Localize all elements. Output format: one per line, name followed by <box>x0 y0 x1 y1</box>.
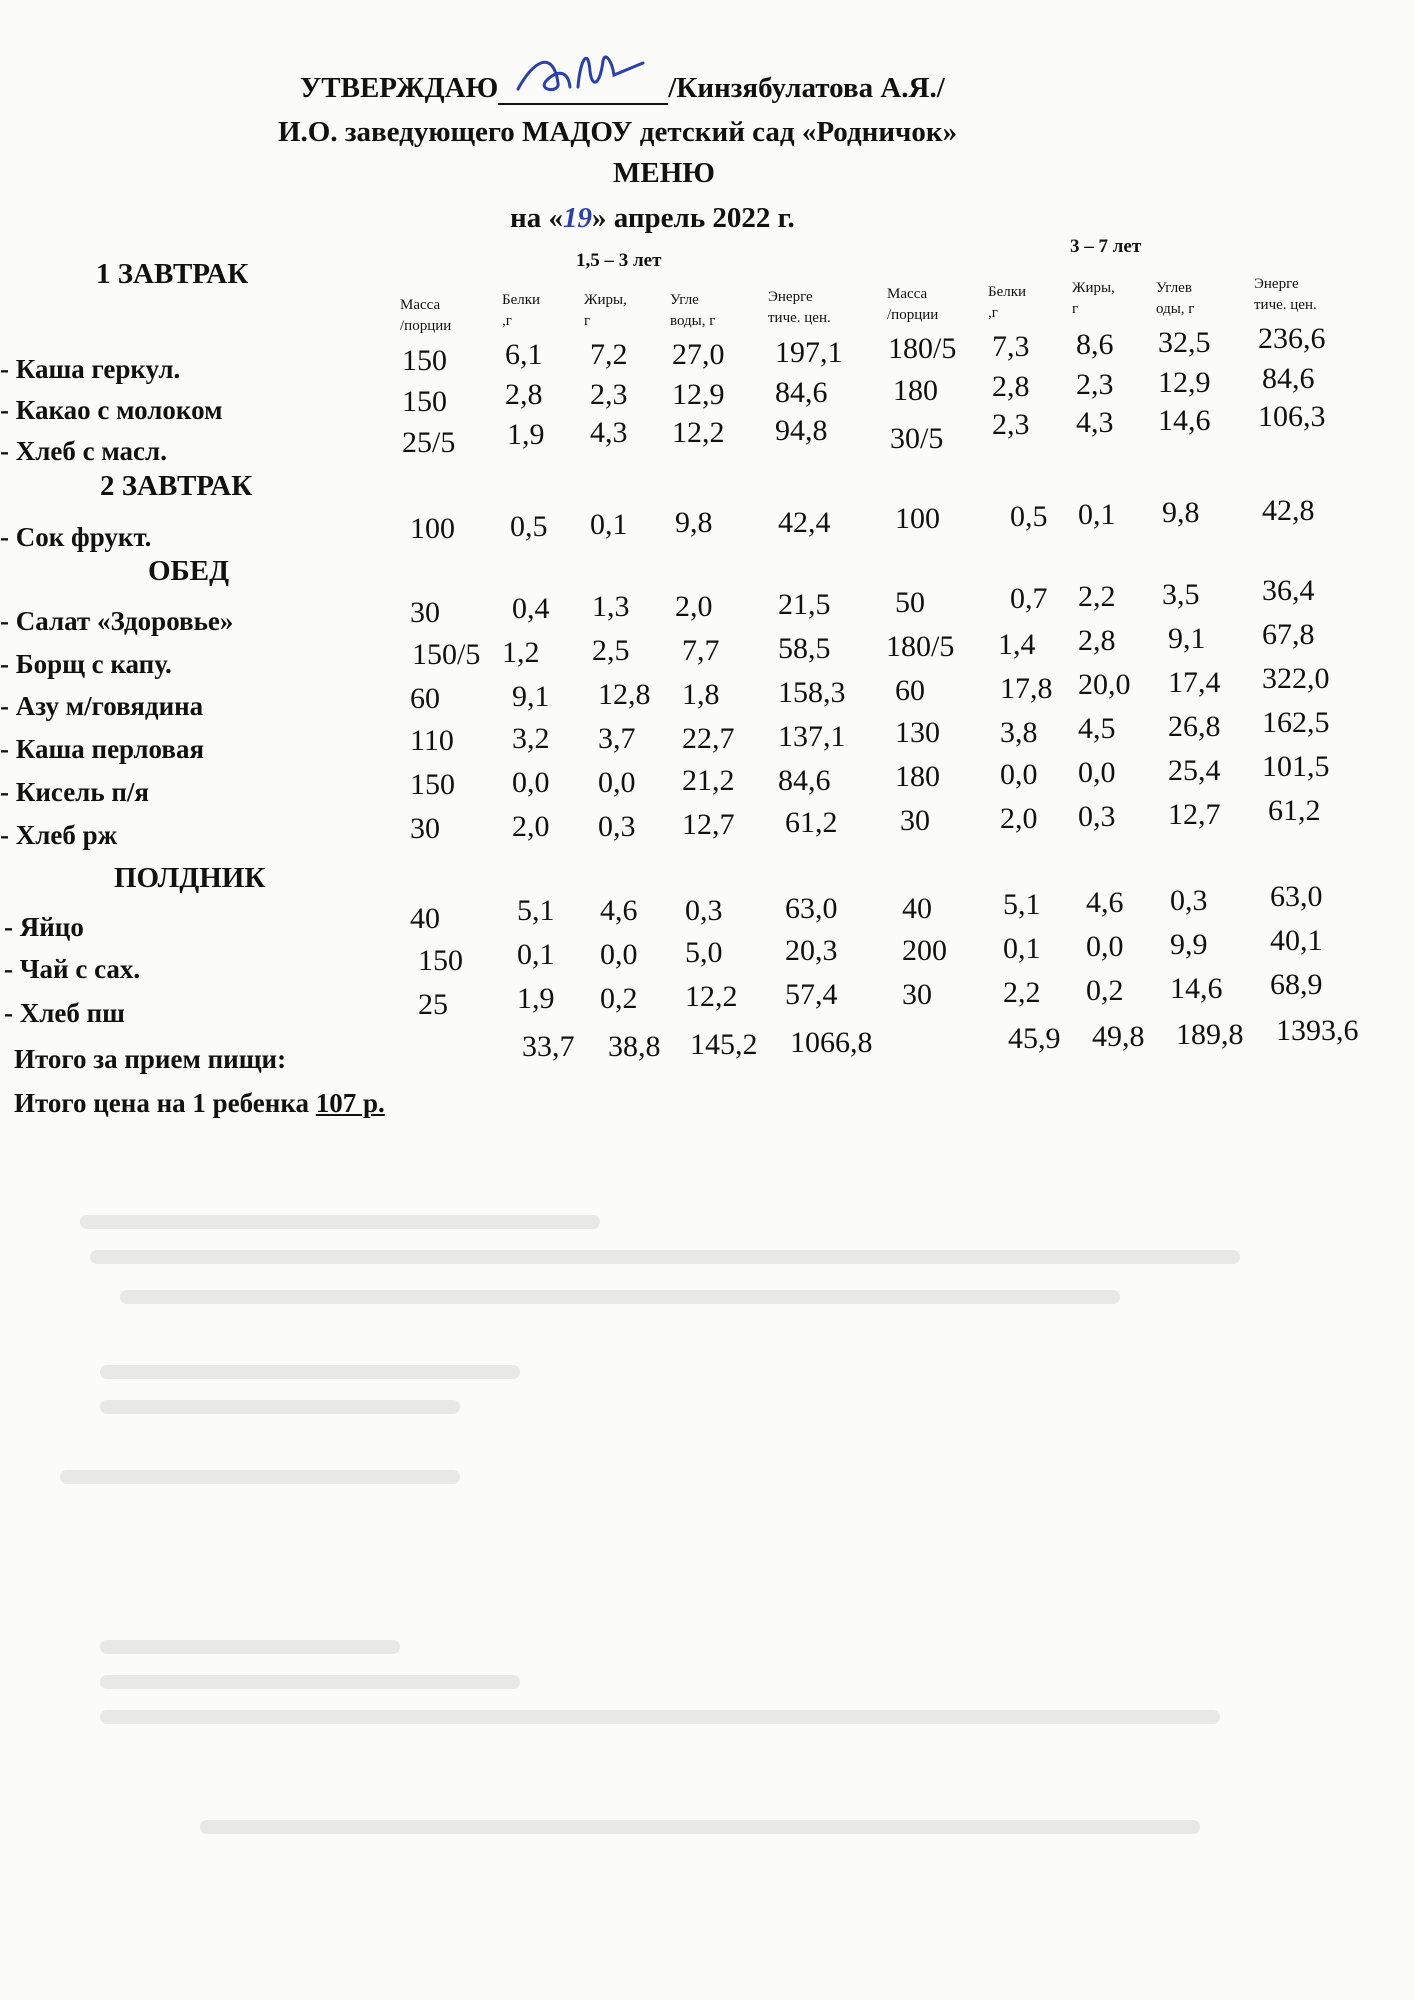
item-name: - Салат «Здоровье» <box>0 606 234 636</box>
signature-line <box>498 73 668 105</box>
cell-old-carb: 17,4 <box>1168 666 1221 699</box>
cell-young-mass: 150/5 <box>412 638 481 671</box>
item-name: - Сок фрукт. <box>0 522 152 552</box>
age-group-old: 3 – 7 лет <box>1070 236 1142 257</box>
cell-old-protein: 17,8 <box>1000 672 1053 705</box>
cell-young-protein: 0,1 <box>517 938 555 971</box>
item-name: - Каша геркул. <box>0 354 181 384</box>
cell-old-protein: 2,8 <box>992 370 1030 403</box>
cell-old-mass: 100 <box>895 502 940 535</box>
cell-old-protein: 2,0 <box>1000 802 1038 835</box>
item-name: - Каша перловая <box>0 734 205 764</box>
cell-young-mass: 110 <box>410 724 454 757</box>
cell-young-energy: 57,4 <box>785 978 838 1011</box>
cell-old-fat: 2,2 <box>1078 580 1116 613</box>
item-name: - Хлеб рж <box>0 820 118 850</box>
col-header-young-energy: Энерге тиче. цен. <box>768 289 831 326</box>
total-old-protein: 45,9 <box>1008 1022 1061 1055</box>
item-name: - Яйцо <box>4 912 84 942</box>
cell-old-carb: 9,9 <box>1170 928 1208 961</box>
cell-old-protein: 1,4 <box>998 628 1036 661</box>
cell-old-protein: 3,8 <box>1000 716 1038 749</box>
cell-young-mass: 40 <box>410 902 440 935</box>
cell-old-mass: 60 <box>895 674 925 707</box>
cell-old-energy: 236,6 <box>1258 322 1326 355</box>
cell-old-fat: 2,8 <box>1078 624 1116 657</box>
col-header-old-fat: Жиры, г <box>1072 280 1115 317</box>
cell-young-fat: 0,2 <box>600 982 638 1015</box>
cell-young-energy: 137,1 <box>778 720 846 753</box>
cell-young-carb: 5,0 <box>685 936 723 969</box>
cell-young-protein: 5,1 <box>517 894 555 927</box>
cell-young-fat: 0,0 <box>598 766 636 799</box>
cell-young-protein: 1,2 <box>502 636 540 669</box>
cell-young-carb: 21,2 <box>682 764 735 797</box>
cell-young-fat: 2,3 <box>590 378 628 411</box>
cell-young-carb: 2,0 <box>675 590 713 623</box>
cell-old-mass: 30/5 <box>890 422 944 455</box>
cell-old-carb: 14,6 <box>1170 972 1223 1005</box>
cell-old-energy: 67,8 <box>1262 618 1315 651</box>
cell-young-carb: 12,2 <box>685 980 738 1013</box>
cell-young-protein: 6,1 <box>505 338 543 371</box>
col-header-old-mass: Масса /порции <box>887 286 939 323</box>
total-old-energy: 1393,6 <box>1276 1014 1359 1047</box>
cell-old-protein: 0,5 <box>1010 500 1048 533</box>
cell-young-fat: 0,1 <box>590 508 628 541</box>
cell-old-mass: 180 <box>893 374 938 407</box>
cell-old-energy: 106,3 <box>1258 400 1326 433</box>
cell-young-protein: 0,4 <box>512 592 550 625</box>
cell-old-carb: 9,8 <box>1162 496 1200 529</box>
cell-young-carb: 9,8 <box>675 506 713 539</box>
cell-young-mass: 100 <box>410 512 455 545</box>
cell-old-energy: 61,2 <box>1268 794 1321 827</box>
cell-young-protein: 2,0 <box>512 810 550 843</box>
cell-young-energy: 20,3 <box>785 934 838 967</box>
cell-old-carb: 12,7 <box>1168 798 1221 831</box>
cell-old-carb: 26,8 <box>1168 710 1221 743</box>
cell-young-mass: 60 <box>410 682 440 715</box>
item-name: - Борщ с капу. <box>0 649 172 679</box>
cell-old-fat: 4,6 <box>1086 886 1124 919</box>
cell-young-energy: 58,5 <box>778 632 831 665</box>
cell-old-mass: 180/5 <box>888 332 957 365</box>
cell-young-fat: 2,5 <box>592 634 630 667</box>
cell-old-mass: 180 <box>895 760 940 793</box>
cell-old-carb: 12,9 <box>1158 366 1211 399</box>
cell-young-carb: 1,8 <box>682 678 720 711</box>
cell-old-energy: 84,6 <box>1262 362 1315 395</box>
cell-young-fat: 4,3 <box>590 416 628 449</box>
cell-young-mass: 25/5 <box>402 426 456 459</box>
item-name: - Хлеб пш <box>4 998 125 1028</box>
cell-old-fat: 8,6 <box>1076 328 1114 361</box>
totals-label: Итого за прием пищи: <box>14 1044 287 1074</box>
cell-old-carb: 14,6 <box>1158 404 1211 437</box>
cell-old-mass: 50 <box>895 586 925 619</box>
cell-young-protein: 9,1 <box>512 680 550 713</box>
doc-date <box>510 202 795 235</box>
cell-old-energy: 322,0 <box>1262 662 1330 695</box>
cell-young-fat: 3,7 <box>598 722 636 755</box>
cell-old-energy: 101,5 <box>1262 750 1330 783</box>
col-header-young-protein: Белки ,г <box>502 292 541 329</box>
item-name: - Чай с сах. <box>4 954 141 984</box>
cell-old-mass: 40 <box>902 892 932 925</box>
item-name: - Хлеб с масл. <box>0 436 167 466</box>
date-day: 19 <box>562 202 592 234</box>
cell-old-mass: 30 <box>900 804 930 837</box>
age-group-young: 1,5 – 3 лет <box>576 250 662 271</box>
cell-young-mass: 25 <box>418 988 448 1021</box>
item-name: - Азу м/говядина <box>0 691 204 721</box>
item-name: - Кисель п/я <box>0 777 150 807</box>
total-young-fat: 38,8 <box>608 1030 661 1063</box>
price-line <box>14 1088 385 1119</box>
cell-old-protein: 2,2 <box>1003 976 1041 1009</box>
price-value: 107 р. <box>315 1088 385 1118</box>
cell-old-mass: 130 <box>895 716 940 749</box>
col-header-young-carb: Угле воды, г <box>670 292 716 329</box>
col-header-old-carb: Углев оды, г <box>1156 280 1195 317</box>
price-label: Итого цена на 1 ребенка <box>14 1088 309 1118</box>
cell-young-fat: 0,3 <box>598 810 636 843</box>
cell-old-carb: 25,4 <box>1168 754 1221 787</box>
cell-young-energy: 84,6 <box>775 376 828 409</box>
cell-old-fat: 0,2 <box>1086 974 1124 1007</box>
col-header-old-protein: Белки ,г <box>988 284 1027 321</box>
cell-young-carb: 7,7 <box>682 634 720 667</box>
cell-old-mass: 30 <box>902 978 932 1011</box>
cell-young-mass: 150 <box>410 768 455 801</box>
total-young-carb: 145,2 <box>690 1028 758 1061</box>
cell-young-mass: 150 <box>402 385 447 418</box>
signature-icon <box>508 41 658 101</box>
cell-old-fat: 4,3 <box>1076 406 1114 439</box>
cell-young-carb: 12,7 <box>682 808 735 841</box>
cell-young-carb: 12,2 <box>672 416 725 449</box>
cell-young-carb: 12,9 <box>672 378 725 411</box>
section-title-snack: ПОЛДНИК <box>114 862 266 894</box>
cell-young-energy: 94,8 <box>775 414 828 447</box>
cell-young-energy: 21,5 <box>778 588 831 621</box>
section-title-lunch: ОБЕД <box>148 555 230 587</box>
total-young-energy: 1066,8 <box>790 1026 873 1059</box>
cell-young-fat: 4,6 <box>600 894 638 927</box>
approver-position: И.О. заведующего МАДОУ детский сад «Родничок» <box>278 116 958 148</box>
date-suffix: » апрель 2022 г. <box>591 202 795 234</box>
cell-old-carb: 0,3 <box>1170 884 1208 917</box>
cell-young-carb: 27,0 <box>672 338 725 371</box>
cell-young-protein: 0,0 <box>512 766 550 799</box>
cell-young-protein: 2,8 <box>505 378 543 411</box>
cell-old-carb: 32,5 <box>1158 326 1211 359</box>
cell-old-energy: 42,8 <box>1262 494 1315 527</box>
cell-old-energy: 40,1 <box>1270 924 1323 957</box>
approve-word: УТВЕРЖДАЮ <box>300 72 499 104</box>
total-old-fat: 49,8 <box>1092 1020 1145 1053</box>
col-header-young-mass: Масса /порции <box>400 297 452 334</box>
total-old-carb: 189,8 <box>1176 1018 1244 1051</box>
cell-young-protein: 3,2 <box>512 722 550 755</box>
cell-old-fat: 0,1 <box>1078 498 1116 531</box>
cell-young-energy: 84,6 <box>778 764 831 797</box>
cell-old-protein: 2,3 <box>992 408 1030 441</box>
cell-young-fat: 1,3 <box>592 590 630 623</box>
cell-old-fat: 2,3 <box>1076 368 1114 401</box>
cell-young-mass: 30 <box>410 812 440 845</box>
cell-old-mass: 180/5 <box>886 630 955 663</box>
cell-old-energy: 162,5 <box>1262 706 1330 739</box>
col-header-old-energy: Энерге тиче. цен. <box>1254 276 1317 313</box>
section-title-breakfast1: 1 ЗАВТРАК <box>96 258 249 290</box>
date-prefix: на « <box>510 202 563 234</box>
cell-young-mass: 30 <box>410 596 440 629</box>
cell-young-mass: 150 <box>402 344 447 377</box>
cell-young-fat: 0,0 <box>600 938 638 971</box>
cell-old-fat: 0,0 <box>1086 930 1124 963</box>
doc-title: МЕНЮ <box>613 157 715 189</box>
cell-old-energy: 68,9 <box>1270 968 1323 1001</box>
cell-old-protein: 0,1 <box>1003 932 1041 965</box>
cell-young-energy: 158,3 <box>778 676 846 709</box>
cell-young-energy: 61,2 <box>785 806 838 839</box>
cell-young-energy: 42,4 <box>778 506 831 539</box>
cell-old-carb: 9,1 <box>1168 622 1206 655</box>
cell-old-fat: 4,5 <box>1078 712 1116 745</box>
cell-old-carb: 3,5 <box>1162 578 1200 611</box>
cell-young-fat: 7,2 <box>590 338 628 371</box>
cell-young-protein: 0,5 <box>510 510 548 543</box>
item-name: - Какао с молоком <box>0 395 223 425</box>
approval-line <box>300 72 945 105</box>
total-young-protein: 33,7 <box>522 1030 575 1063</box>
cell-old-energy: 36,4 <box>1262 574 1315 607</box>
cell-old-protein: 0,0 <box>1000 758 1038 791</box>
cell-young-carb: 0,3 <box>685 894 723 927</box>
cell-old-fat: 0,0 <box>1078 756 1116 789</box>
cell-young-mass: 150 <box>418 944 463 977</box>
cell-young-fat: 12,8 <box>598 678 651 711</box>
col-header-young-fat: Жиры, г <box>584 292 627 329</box>
approver-name: /Кинзябулатова А.Я./ <box>668 72 945 104</box>
section-title-breakfast2: 2 ЗАВТРАК <box>100 470 253 502</box>
cell-young-protein: 1,9 <box>517 982 555 1015</box>
cell-old-protein: 0,7 <box>1010 582 1048 615</box>
cell-young-energy: 63,0 <box>785 892 838 925</box>
cell-old-mass: 200 <box>902 934 947 967</box>
cell-old-protein: 7,3 <box>992 330 1030 363</box>
cell-old-fat: 20,0 <box>1078 668 1131 701</box>
cell-old-protein: 5,1 <box>1003 888 1041 921</box>
cell-young-protein: 1,9 <box>507 418 545 451</box>
cell-old-energy: 63,0 <box>1270 880 1323 913</box>
cell-young-carb: 22,7 <box>682 722 735 755</box>
cell-young-energy: 197,1 <box>775 336 843 369</box>
cell-old-fat: 0,3 <box>1078 800 1116 833</box>
